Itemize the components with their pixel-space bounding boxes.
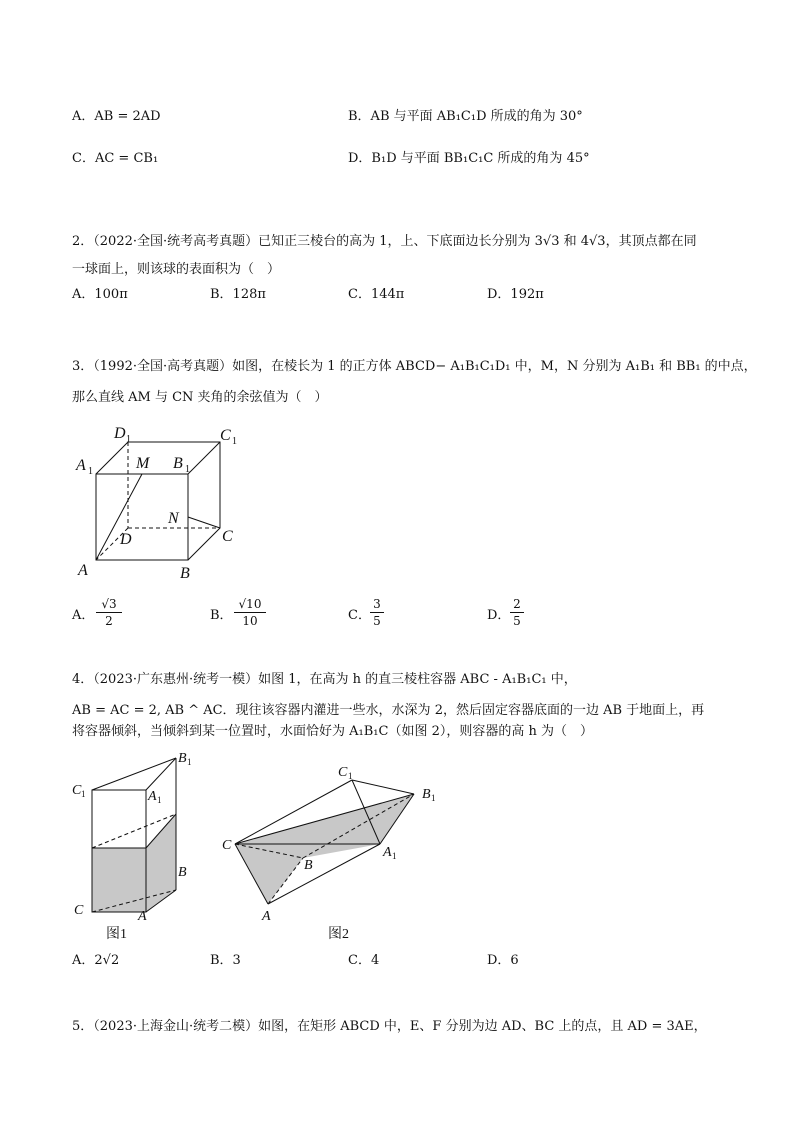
- q2-option-c: C．144π: [348, 287, 405, 302]
- q3-option-b-prefix: B．: [210, 608, 233, 623]
- label-d1-sub: 1: [126, 434, 131, 445]
- svg-text:1: 1: [157, 795, 162, 805]
- svg-text:A: A: [262, 909, 271, 924]
- q3-option-b-den: 10: [242, 614, 258, 628]
- label-a1-sub: 1: [88, 466, 93, 477]
- label-d: D: [120, 531, 132, 548]
- svg-text:1: 1: [81, 789, 86, 799]
- q3-stem-line1: 3．（1992·全国·高考真题）如图，在棱长为 1 的正方体 ABCD− A₁B₁C₁D₁ 中，M，N 分别为 A₁B₁ 和 BB₁ 的中点，: [72, 359, 757, 374]
- q1-option-d: D．B₁D 与平面 BB₁C₁C 所成的角为 45°: [348, 151, 590, 166]
- q3-option-c-den: 5: [373, 614, 381, 628]
- q4-option-b: B．3: [210, 953, 241, 968]
- q2-stem-line2: 一球面上，则该球的表面积为（ ）: [72, 262, 281, 277]
- svg-text:1: 1: [187, 757, 192, 767]
- q5-stem-line1: 5．（2023·上海金山·统考二模）如图，在矩形 ABCD 中，E、F 分别为边 AD、BC 上的点，且 AD = 3AE，: [72, 1019, 707, 1034]
- svg-text:1: 1: [431, 793, 436, 803]
- q3-option-d-den: 5: [513, 614, 521, 628]
- q4-figure-2: [218, 758, 448, 943]
- q3-option-a-num: √3: [101, 597, 117, 611]
- q1-option-b: B．AB 与平面 AB₁C₁D 所成的角为 30°: [348, 109, 583, 124]
- label-b: B: [180, 565, 190, 582]
- q3-option-c-fraction: [370, 597, 384, 628]
- q1-option-a: A．AB = 2AD: [72, 109, 161, 124]
- q3-option-c-num: 3: [373, 597, 381, 611]
- label-m: M: [136, 455, 150, 472]
- q3-stem-line2: 那么直线 AM 与 CN 夹角的余弦值为（ ）: [72, 390, 328, 405]
- q3-option-b-fraction: [234, 597, 266, 628]
- q4-stem-line2: AB = AC = 2, AB ^ AC．现往该容器内灌进一些水，水深为 2，然后固定容器底面的一边 AB 于地面上，再: [72, 703, 705, 718]
- q3-option-d-fraction: [510, 597, 524, 628]
- q4-stem-line3: 将容器倾斜，当倾斜到某一位置时，水面恰好为 A₁B₁C（如图 2），则容器的高 h 为（ ）: [72, 724, 593, 739]
- svg-text:B: B: [178, 751, 187, 766]
- svg-text:1: 1: [392, 851, 397, 861]
- label-d1: D: [114, 425, 126, 442]
- q2-option-d: D．192π: [487, 287, 544, 302]
- svg-text:A: A: [148, 789, 157, 804]
- q3-option-b-num: √10: [238, 597, 262, 611]
- q4-option-d: D．6: [487, 953, 519, 968]
- q3-option-a-den: 2: [105, 614, 113, 628]
- q4-stem-line1: 4．（2023·广东惠州·统考一模）如图 1，在高为 h 的直三棱柱容器 ABC - A₁B₁C₁ 中，: [72, 672, 577, 687]
- q3-option-d-num: 2: [513, 597, 521, 611]
- svg-text:B: B: [422, 787, 431, 802]
- label-c1: C: [220, 427, 231, 444]
- q3-option-a-fraction: [96, 597, 122, 628]
- svg-text:C: C: [338, 765, 348, 780]
- svg-text:1: 1: [348, 771, 353, 781]
- q3-option-d-prefix: D．: [487, 608, 511, 623]
- q2-stem-line1: 2．（2022·全国·统考高考真题）已知正三棱台的高为 1，上、下底面边长分别为 3√3 和 4√3，其顶点都在同: [72, 234, 697, 249]
- svg-text:C: C: [74, 903, 84, 918]
- q2-option-a: A．100π: [72, 287, 128, 302]
- q4-option-a: A．2√2: [72, 953, 120, 968]
- label-a: A: [78, 562, 88, 579]
- label-b1-sub: 1: [185, 464, 190, 475]
- q4-fig1-caption: 图1: [106, 927, 127, 942]
- q2-option-b: B．128π: [210, 287, 266, 302]
- label-c: C: [222, 528, 233, 545]
- svg-text:A: A: [383, 845, 392, 860]
- label-n: N: [168, 510, 179, 527]
- q3-cube-figure: [70, 418, 250, 583]
- q4-option-c: C．4: [348, 953, 380, 968]
- q4-figure-1: [70, 748, 200, 943]
- q4-fig2-caption: 图2: [328, 927, 349, 942]
- q1-option-c: C．AC = CB₁: [72, 151, 159, 166]
- svg-text:B: B: [304, 858, 313, 873]
- q3-option-c-prefix: C．: [348, 608, 371, 623]
- q3-option-a-prefix: A．: [72, 608, 95, 623]
- label-c1-sub: 1: [232, 436, 237, 447]
- label-b1: B: [173, 455, 183, 472]
- svg-text:C: C: [222, 838, 232, 853]
- label-a1: A: [76, 457, 86, 474]
- svg-text:A: A: [138, 909, 147, 924]
- svg-text:B: B: [178, 865, 187, 880]
- svg-text:C: C: [72, 783, 82, 798]
